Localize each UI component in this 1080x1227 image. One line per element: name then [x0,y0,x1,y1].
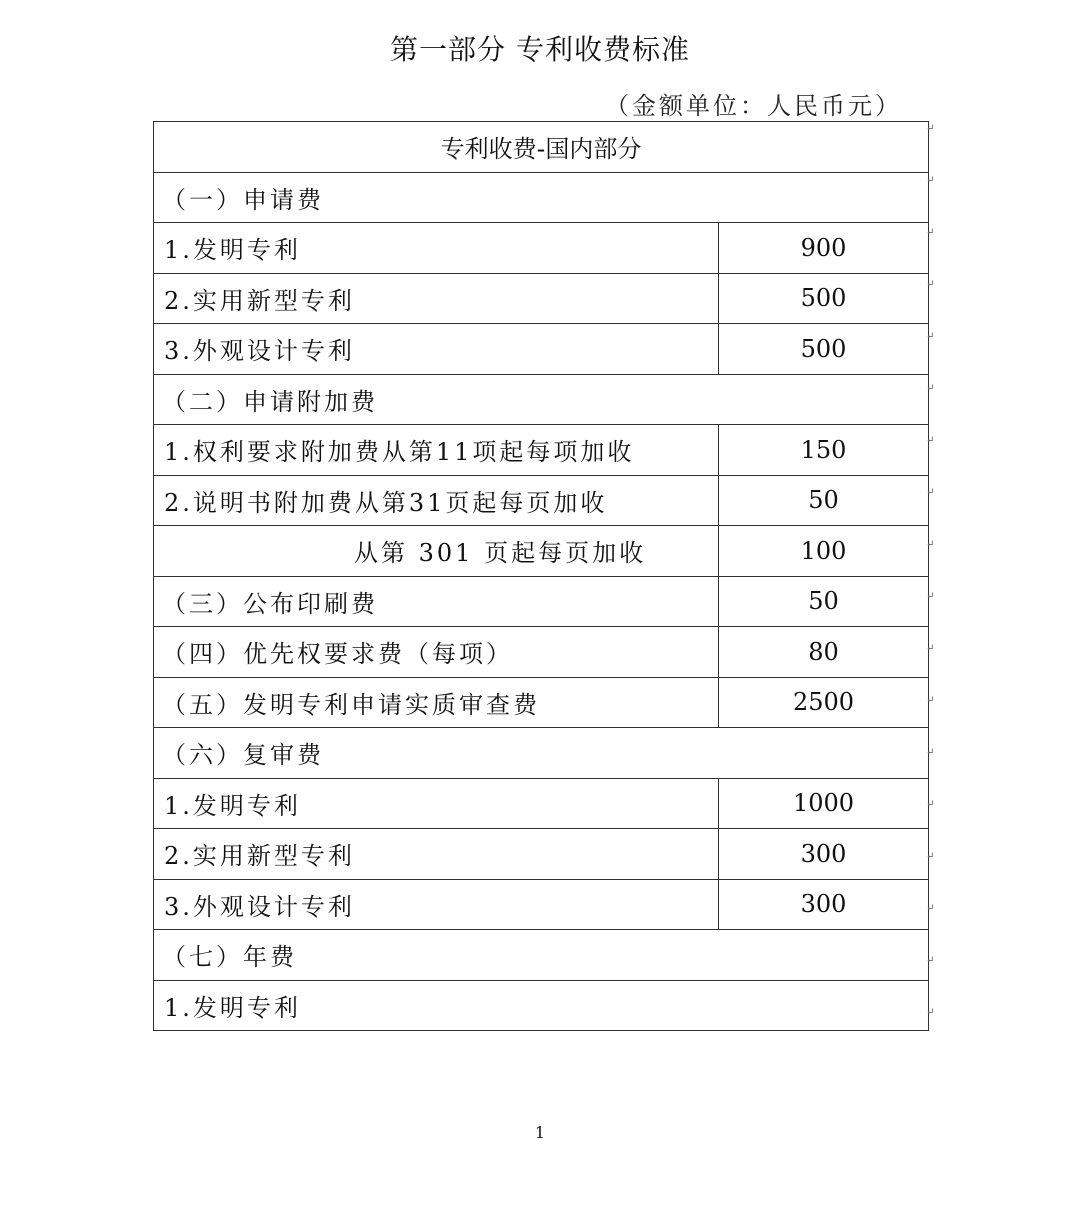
fee-amount: 80 [719,627,929,678]
table-row [154,172,929,223]
fee-item-label: 3.外观设计专利 [154,879,719,930]
section-label: （六）复审费 [154,728,929,779]
fee-item-label: 3.外观设计专利 [154,324,719,375]
section-label: （五）发明专利申请实质审查费 [154,677,719,728]
paragraph-mark-icon: ↵ [926,903,935,914]
table-row [154,627,929,678]
table-row [154,374,929,425]
table-row [154,677,929,728]
fee-table [153,121,929,1031]
fee-item-label: 1.发明专利 [154,223,719,274]
paragraph-mark-icon: ↵ [926,539,935,550]
fee-amount: 2500 [719,677,929,728]
fee-amount: 500 [719,324,929,375]
section-label: （四）优先权要求费（每项） [154,627,719,678]
paragraph-mark-icon: ↵ [926,695,935,706]
paragraph-mark-icon: ↵ [926,487,935,498]
table-row [154,829,929,880]
section-label: （二）申请附加费 [154,374,929,425]
paragraph-mark-icon: ↵ [926,747,935,758]
fee-item-label: 1.权利要求附加费从第11项起每项加收 [154,425,719,476]
paragraph-mark-icon: ↵ [926,591,935,602]
table-header-row [154,122,929,173]
table-row [154,980,929,1031]
paragraph-mark-icon: ↵ [926,851,935,862]
table-header: 专利收费-国内部分 [154,122,929,173]
section-label: （一）申请费 [154,172,929,223]
fee-amount: 50 [719,475,929,526]
table-row [154,526,929,577]
paragraph-mark-icon: ↵ [926,383,935,394]
table-row [154,728,929,779]
paragraph-mark-icon: ↵ [926,279,935,290]
paragraph-mark-icon: ↵ [926,955,935,966]
table-row [154,324,929,375]
table-row [154,930,929,981]
table-row [154,475,929,526]
table-row [154,879,929,930]
fee-amount: 100 [719,526,929,577]
fee-item-label: 1.发明专利 [154,980,929,1031]
fee-amount: 1000 [719,778,929,829]
section-label: （三）公布印刷费 [154,576,719,627]
paragraph-mark-icon: ↵ [926,643,935,654]
fee-amount: 50 [719,576,929,627]
fee-item-label: 2.说明书附加费从第31页起每页加收 [154,475,719,526]
section-label: （七）年费 [154,930,929,981]
paragraph-mark-icon: ↵ [926,331,935,342]
table-row [154,223,929,274]
paragraph-mark-icon: ↵ [926,227,935,238]
fee-item-label: 1.发明专利 [154,778,719,829]
currency-unit-note: （金额单位：人民币元） [605,92,902,120]
fee-amount: 300 [719,879,929,930]
table-row [154,576,929,627]
fee-amount: 900 [719,223,929,274]
fee-amount: 500 [719,273,929,324]
paragraph-mark-icon: ↵ [926,799,935,810]
fee-amount: 150 [719,425,929,476]
fee-item-label: 2.实用新型专利 [154,273,719,324]
table-row [154,273,929,324]
paragraph-mark-icon: ↵ [926,435,935,446]
page-number: 1 [534,1123,546,1142]
table-row [154,778,929,829]
fee-amount: 300 [719,829,929,880]
paragraph-mark-icon: ↵ [926,1007,935,1018]
table-row [154,425,929,476]
paragraph-mark-icon: ↵ [926,175,935,186]
paragraph-mark-icon: ↵ [926,123,935,134]
page-title: 第一部分 专利收费标准 [390,33,690,66]
fee-item-label: 2.实用新型专利 [154,829,719,880]
fee-item-label: 从第 301 页起每页加收 [154,526,719,577]
